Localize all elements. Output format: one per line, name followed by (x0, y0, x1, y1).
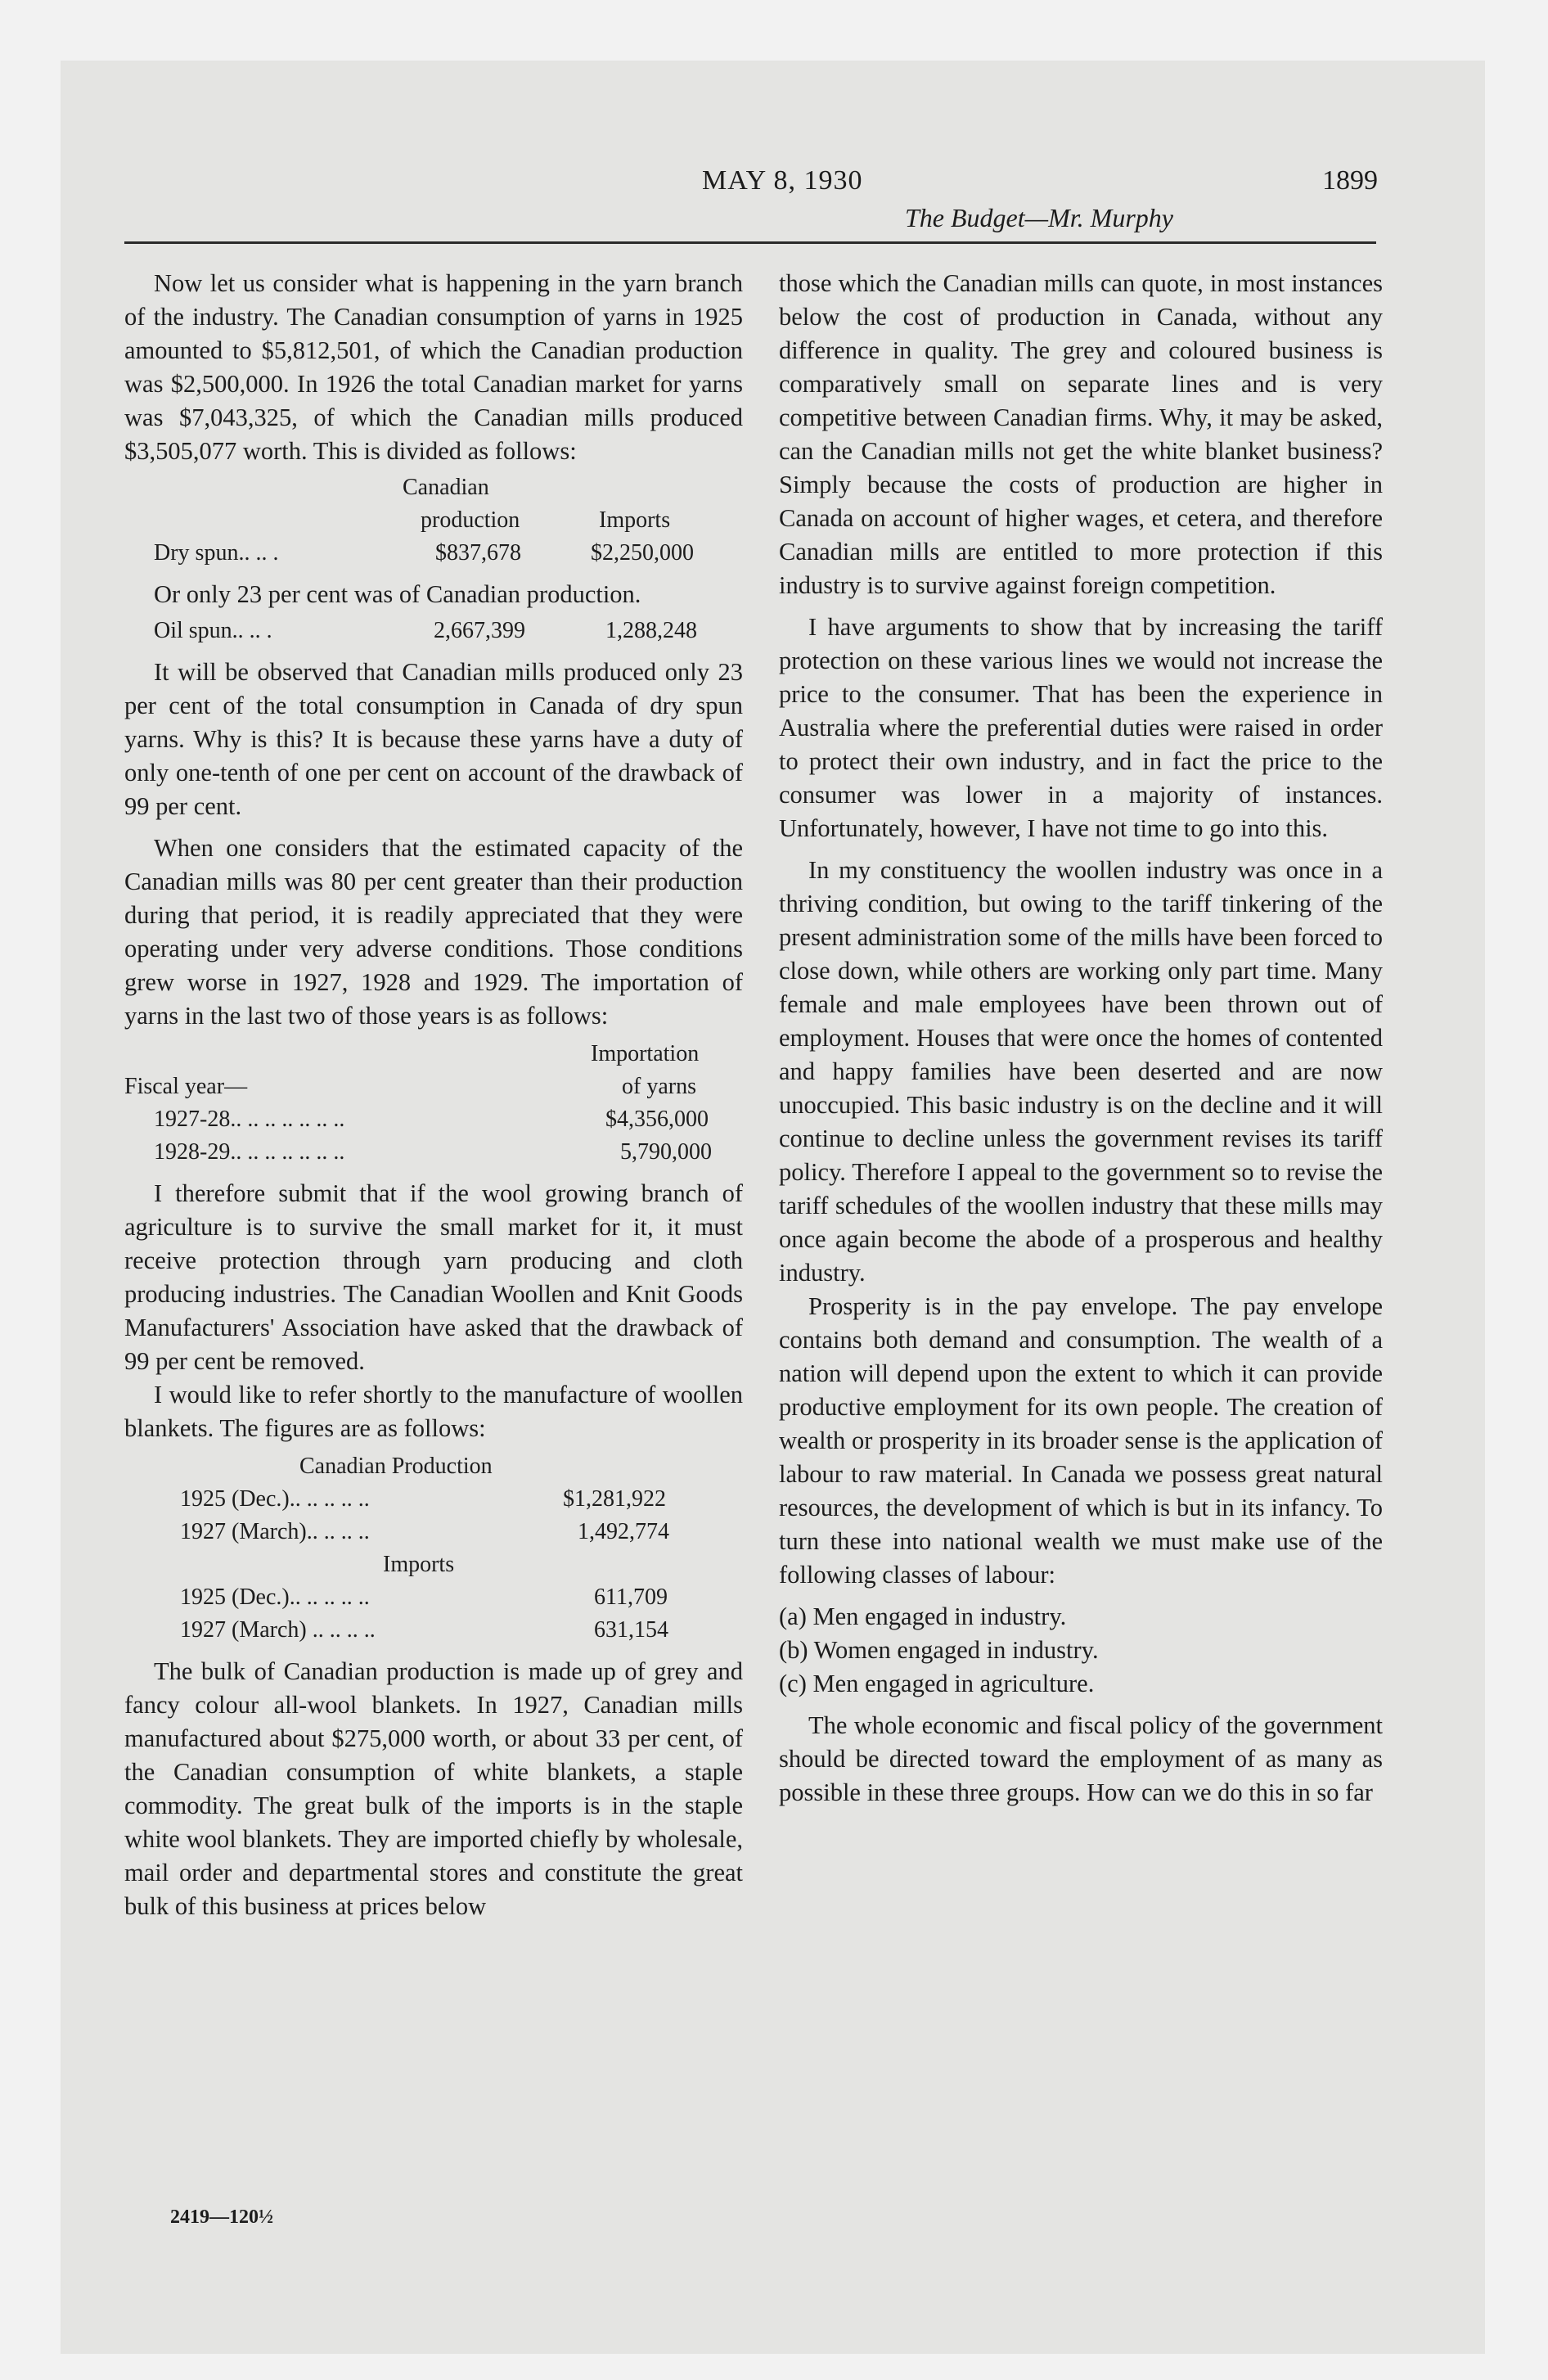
left-column (124, 267, 743, 1923)
footer-code: 2419—120½ (170, 2206, 273, 2228)
table-row (124, 1483, 743, 1516)
list-item: (c) Men engaged in agriculture. (779, 1670, 1095, 1697)
row-label: 1927 (March) .. .. .. .. (180, 1617, 376, 1643)
paragraph: I would like to refer shortly to the manufacture of woollen blankets. The figures are as follows: (124, 1381, 743, 1442)
list-item: (a) Men engaged in industry. (779, 1602, 1067, 1630)
paragraph: In my constituency the woollen industry was once in a thriving condition, but owing to the tariff tinkering of the present administration some of the mills have been forced to close down, while others are working only part time. Many female and male employees have been thrown out of employment. Houses that were once the homes of contented and happy families have been deserted and are now unoccupied. This basic industry is on the decline and it will continue to decline unless the government revises its tariff policy. Therefore I appeal to the government so to revise the tariff schedules of the woollen industry that these mills may once again become the abode of a prosperous and healthy industry. (779, 856, 1383, 1287)
header-date: MAY 8, 1930 (702, 165, 863, 196)
row-label: 1925 (Dec.).. .. .. .. .. (180, 1486, 370, 1512)
row-label: 1927 (March).. .. .. .. (180, 1519, 370, 1544)
list-item: (b) Women engaged in industry. (779, 1636, 1099, 1664)
table-header: Canadian (403, 475, 489, 500)
row-label: Oil spun.. .. . (154, 618, 272, 643)
table-header: Importation (591, 1041, 700, 1066)
section-title: Canadian Production (299, 1454, 493, 1479)
cell-value: $837,678 (435, 540, 521, 566)
table-row (124, 1103, 743, 1136)
row-label: Dry spun.. .. . (154, 540, 279, 566)
cell-value: $4,356,000 (605, 1107, 709, 1132)
cell-value: 1,288,248 (605, 618, 697, 643)
table-row (124, 1136, 743, 1169)
table-header: of yarns (622, 1074, 696, 1099)
row-label: 1925 (Dec.).. .. .. .. .. (180, 1584, 370, 1610)
yarn-import-table (124, 1038, 743, 1169)
cell-value: 2,667,399 (434, 618, 525, 643)
row-label: 1928-29.. .. .. .. .. .. .. (154, 1139, 345, 1165)
right-column (779, 267, 1383, 1810)
paragraph: Or only 23 per cent was of Canadian production. (154, 580, 641, 608)
paragraph: It will be observed that Canadian mills produced only 23 per cent of the total consumption in Canada of dry spun yarns. Why is this? It is because these yarns have a duty of only one-tenth of one per cent on account of the drawback of 99 per cent. (124, 658, 743, 820)
row-label: 1927-28.. .. .. .. .. .. .. (154, 1107, 345, 1132)
blanket-table (124, 1450, 743, 1647)
paragraph: I have arguments to show that by increasing the tariff protection on these various lines we would not increase the price to the consumer. That has been the experience in Australia where the preferential duties were raised in order to protect their own industry, and in fact the price to the consumer was lower in a majority of instances. Unfortunately, however, I have not time to go into this. (779, 613, 1383, 842)
table-row (124, 537, 743, 570)
table-header: Imports (599, 507, 671, 533)
cell-value: 611,709 (594, 1584, 668, 1610)
cell-value: 631,154 (594, 1617, 668, 1643)
dry-spun-table (124, 471, 743, 570)
table-row (124, 615, 743, 647)
paragraph: The whole economic and fiscal policy of the government should be directed toward the employment of as many as possible in these three groups. How can we do this in so far (779, 1711, 1383, 1806)
cell-value: $1,281,922 (563, 1486, 666, 1512)
cell-value: 5,790,000 (620, 1139, 712, 1165)
oil-spun-table (124, 615, 743, 647)
table-row (124, 1614, 743, 1647)
table-row (124, 1581, 743, 1614)
table-header: production (421, 507, 520, 533)
paragraph: When one considers that the estimated capacity of the Canadian mills was 80 per cent greater than their production during that period, it is readily appreciated that they were operating under very adverse conditions. Those conditions grew worse in 1927, 1928 and 1929. The importation of yarns in the last two of those years is as follows: (124, 834, 743, 1030)
running-title: The Budget—Mr. Murphy (905, 203, 1173, 232)
row-header: Fiscal year— (124, 1074, 248, 1099)
paragraph: those which the Canadian mills can quote, in most instances below the cost of production in Canada, without any difference in quality. The grey and coloured business is comparatively small on separate lines and is very competitive between Canadian firms. Why, it may be asked, can the Canadian mills not get the white blanket business? Simply because the costs of production are higher in Canada on account of higher wages, et cetera, and therefore Canadian mills are entitled to more protection if this industry is to survive against foreign competition. (779, 269, 1383, 599)
paragraph: Now let us consider what is happening in the yarn branch of the industry. The Canadian consumption of yarns in 1925 amounted to $5,812,501, of which the Canadian production was $2,500,000. In 1926 the total Canadian market for yarns was $7,043,325, of which the Canadian mills produced $3,505,077 worth. This is divided as follows: (124, 269, 743, 465)
section-title: Imports (383, 1552, 455, 1577)
labour-list (779, 1600, 1383, 1701)
header-rule (124, 241, 1376, 244)
paragraph: I therefore submit that if the wool growing branch of agriculture is to survive the small market for it, it must receive protection through yarn producing and cloth producing industries. The Canadian Woollen and Knit Goods Manufacturers' Association have asked that the drawback of 99 per cent be removed. (124, 1179, 743, 1375)
cell-value: 1,492,774 (578, 1519, 669, 1544)
page-number: 1899 (1322, 165, 1378, 196)
paragraph: Prosperity is in the pay envelope. The pay envelope contains both demand and consumption. The wealth of a nation will depend upon the extent to which it can provide productive employment for its own people. The creation of wealth or prosperity in its broader sense is the application of labour to raw material. In Canada we possess great natural resources, the development of which is but in its infancy. To turn these into national wealth we must make use of the following classes of labour: (779, 1292, 1383, 1589)
table-row (124, 1516, 743, 1548)
cell-value: $2,250,000 (591, 540, 694, 566)
paragraph: The bulk of Canadian production is made up of grey and fancy colour all-wool blankets. In 1927, Canadian mills manufactured about $275,000 worth, or about 33 per cent, of the Canadian consumption of white blankets, a staple commodity. The great bulk of the imports is in the staple white wool blankets. They are imported chiefly by wholesale, mail order and departmental stores and constitute the great bulk of this business at prices below (124, 1657, 743, 1920)
